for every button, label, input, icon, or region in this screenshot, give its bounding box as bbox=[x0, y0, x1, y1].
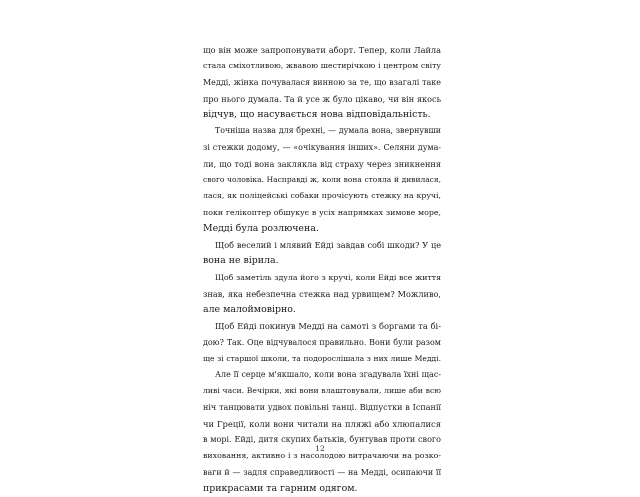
text-line: про нього думала. Та й усе ж було цікаво, чи він якось bbox=[203, 93, 441, 104]
text-line: Але її серце м'якшало, коли вона згадувала їхні щас- bbox=[215, 370, 441, 379]
text-line: ніч танцювати удвох повільні танці. Відпустки в Іспанії bbox=[203, 402, 441, 412]
text-line: стала сміхотливою, жвавою шестирічкою і центром світу bbox=[203, 61, 441, 71]
text-line: Точніша назва для брехні, — думала вона, звернувши bbox=[215, 126, 441, 136]
text-line: вона не вірила. bbox=[203, 255, 279, 267]
text-line: Щоб веселий і млявий Ейді завдав собі шкоди? У це bbox=[215, 240, 441, 250]
text-line: Медді була розлючена. bbox=[203, 222, 319, 234]
text-line: зі стежки додому, — «очікування інших». Селяни дума- bbox=[203, 142, 441, 152]
text-line: лася, як поліцейські собаки прочісують стежку на кручі, bbox=[203, 191, 441, 201]
text-line: ли, що тоді вона заклякла від страху через зникнення bbox=[203, 158, 441, 169]
text-line: що він може запропонувати аборт. Тепер, коли Лайла bbox=[203, 45, 441, 55]
page-number: 12 bbox=[315, 444, 325, 453]
body-text bbox=[203, 42, 441, 497]
text-line: знав, яка небезпечна стежка над урвищем? Можливо, bbox=[203, 288, 441, 299]
text-line: виховання, активно і з насолодою витрачаючи на розко- bbox=[203, 451, 441, 461]
text-line: Щоб Ейді покинув Медді на самоті з боргами та бі- bbox=[215, 321, 441, 332]
text-line: але малоймовірно. bbox=[203, 304, 296, 315]
text-line: свого чоловіка. Насправді ж, коли вона стояла й дивилася, bbox=[203, 175, 441, 184]
text-line: поки гелікоптер обшукує в усіх напрямках зимове море, bbox=[203, 207, 441, 217]
text-line: Щоб заметіль здула його з кручі, коли Ейді все життя bbox=[215, 272, 441, 282]
text-line: чи Греції, коли вони читали на пляжі або хлюпалися bbox=[203, 418, 441, 429]
text-line: ще зі старшої школи, та подорослішала з них лише Медді. bbox=[203, 353, 441, 363]
text-line: Медді, жінка почувалася винною за те, що взагалі таке bbox=[203, 77, 441, 87]
text-line: ливі часи. Вечірки, які вони влаштовували, лише аби всю bbox=[203, 386, 441, 396]
text-line: в морі. Ейді, дитя скупих батьків, бунтував проти свого bbox=[203, 435, 441, 444]
text-line: прикрасами та гарним одягом. bbox=[203, 482, 358, 494]
text-line: дою? Так. Оце відчувалося правильно. Вони були разом bbox=[203, 337, 441, 347]
text-line: відчув, що насувається нова відповідальність. bbox=[203, 109, 431, 120]
text-line: ваги й — задля справедливості — на Медді, осипаючи її bbox=[203, 467, 441, 477]
